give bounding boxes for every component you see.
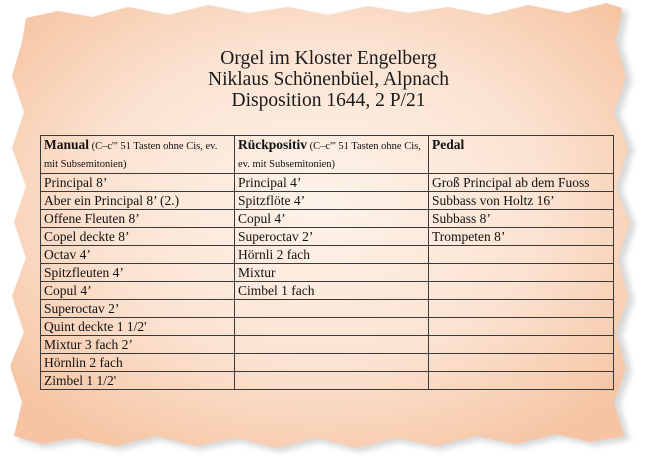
table-row <box>41 300 614 318</box>
table-cell: Groß Principal ab dem Fuoss <box>429 174 614 192</box>
table-cell <box>429 372 614 390</box>
table-cell <box>235 336 429 354</box>
table-cell: Superoctav 2’ <box>235 228 429 246</box>
table-body <box>41 174 614 390</box>
table-cell: Offene Fleuten 8’ <box>41 210 235 228</box>
table-cell: Subbass von Holtz 16’ <box>429 192 614 210</box>
table-cell: Mixtur <box>235 264 429 282</box>
table-row <box>41 318 614 336</box>
table-row <box>41 210 614 228</box>
table-cell: Mixtur 3 fach 2’ <box>41 336 235 354</box>
table-cell: Copel deckte 8’ <box>41 228 235 246</box>
page-title <box>0 48 657 111</box>
table-cell: Principal 4’ <box>235 174 429 192</box>
table-row <box>41 228 614 246</box>
table-cell: Octav 4’ <box>41 246 235 264</box>
table-cell: Principal 8’ <box>41 174 235 192</box>
table-row <box>41 264 614 282</box>
table-row <box>41 354 614 372</box>
table-cell: Quint deckte 1 1/2' <box>41 318 235 336</box>
table-cell <box>235 300 429 318</box>
table-header-row <box>41 136 614 174</box>
title-line-3: Disposition 1644, 2 P/21 <box>231 90 426 111</box>
table-cell: Aber ein Principal 8’ (2.) <box>41 192 235 210</box>
table-cell: Trompeten 8’ <box>429 228 614 246</box>
table-cell: Cimbel 1 fach <box>235 282 429 300</box>
table-cell <box>235 372 429 390</box>
table-cell: Copul 4’ <box>41 282 235 300</box>
table-cell <box>429 354 614 372</box>
table-cell <box>235 354 429 372</box>
table-row <box>41 336 614 354</box>
table-cell <box>235 318 429 336</box>
table-row <box>41 282 614 300</box>
table-row <box>41 372 614 390</box>
table-cell: Zimbel 1 1/2' <box>41 372 235 390</box>
title-line-1: Orgel im Kloster Engelberg <box>220 48 437 69</box>
column-header-note: (C–c''' 51 Tasten ohne Cis, ev. mit Subsemitonien) <box>238 141 421 170</box>
column-header-note: (C–c''' 51 Tasten ohne Cis, ev. mit Subsemitonien) <box>44 141 218 170</box>
column-header <box>41 136 235 174</box>
table-row <box>41 246 614 264</box>
column-header-name: Manual <box>44 137 90 152</box>
column-header-name: Rückpositiv <box>238 137 308 152</box>
table-cell <box>429 336 614 354</box>
table-cell: Superoctav 2’ <box>41 300 235 318</box>
title-line-2: Niklaus Schönenbüel, Alpnach <box>208 69 449 90</box>
table-cell: Hörnli 2 fach <box>235 246 429 264</box>
table-row <box>41 174 614 192</box>
column-header-name: Pedal <box>432 137 465 152</box>
table-cell <box>429 318 614 336</box>
table-cell <box>429 282 614 300</box>
table-row <box>41 192 614 210</box>
table-cell: Hörnlin 2 fach <box>41 354 235 372</box>
table-cell <box>429 246 614 264</box>
table-cell <box>429 264 614 282</box>
disposition-table <box>40 135 614 390</box>
column-header <box>429 136 614 174</box>
table-cell: Subbass 8’ <box>429 210 614 228</box>
table-cell <box>429 300 614 318</box>
table-cell: Spitzfleuten 4’ <box>41 264 235 282</box>
table-cell: Copul 4’ <box>235 210 429 228</box>
column-header <box>235 136 429 174</box>
table-cell: Spitzflöte 4’ <box>235 192 429 210</box>
